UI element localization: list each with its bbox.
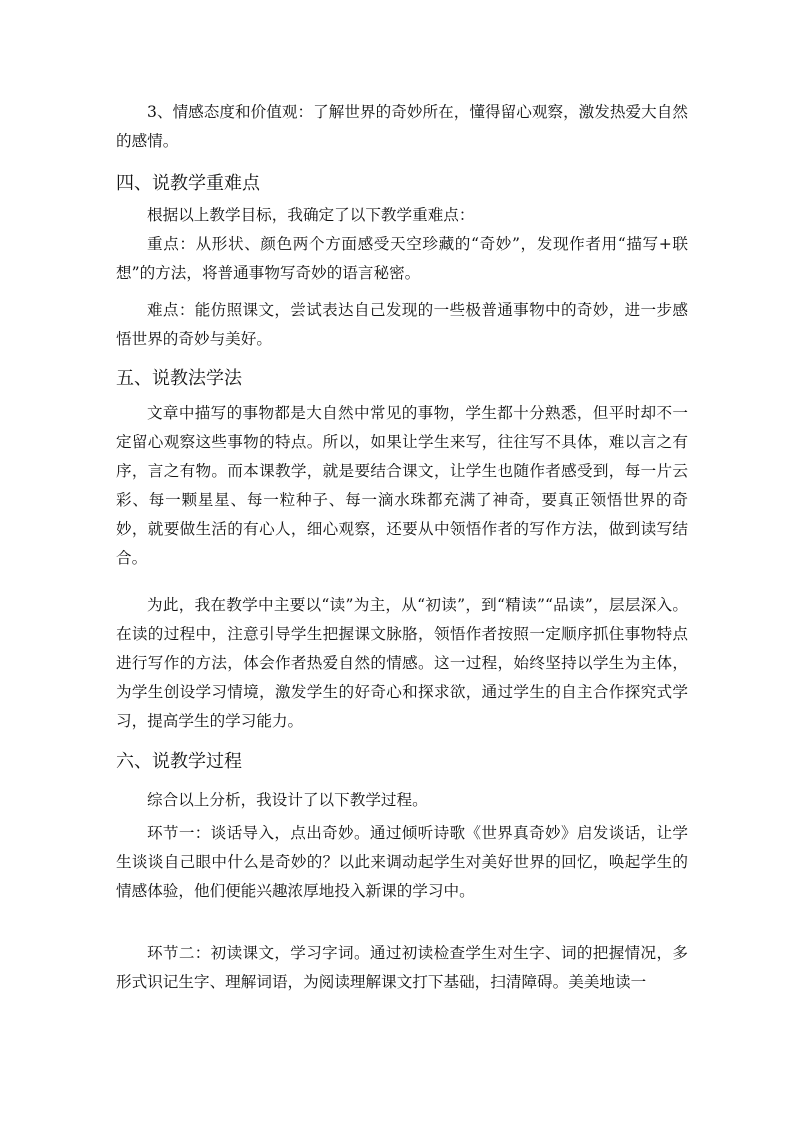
section6-heading: 六、说教学过程 [116,751,242,772]
section6-step-1: 环节一：谈话导入，点出奇妙。通过倾听诗歌《世界真奇妙》启发谈话，让学生谈谈自己眼中什么是奇妙的？以此来调动起学生对美好世界的回忆，唤起学生的情感体验，他们便能兴趣浓厚地投入新课的学习中。 [116,824,688,900]
section5-paragraph-2: 为此，我在教学中主要以“读”为主，从“初读”，到“精读”“品读”，层层深入。在读的过程中，注意引导学生把握课文脉胳，领悟作者按照一定顺序抓住事物特点进行写作的方法，体会作者热爱自然的情感。这一过程，始终坚持以学生为主体，为学生创设学习情境，激发学生的好奇心和探求欲，通过学生的自主合作探究式学习，提高学生的学习能力。 [116,596,688,730]
section4-paragraph-1: 根据以上教学目标，我确定了以下教学重难点： [147,206,475,224]
section4-heading: 四、说教学重难点 [116,173,260,194]
section4-difficulties: 难点：能仿照课文，尝试表达自己发现的一些极普通事物中的奇妙，进一步感悟世界的奇妙与美好。 [116,301,688,348]
section5-paragraph-1: 文章中描写的事物都是大自然中常见的事物，学生都十分熟悉，但平时却不一定留心观察这些事物的特点。所以，如果让学生来写，往往写不具体，难以言之有序，言之有物。而本课教学，就是要结合课文，让学生也随作者感受到，每一片云彩、每一颗星星、每一粒种子、每一滴水珠都充满了神奇，要真正领悟世界的奇妙，就要做生活的有心人，细心观察，还要从中领悟作者的写作方法，做到读写结合。 [116,404,688,567]
intro-paragraph: 3、情感态度和价值观：了解世界的奇妙所在，懂得留心观察，激发热爱大自然的感情。 [116,103,688,150]
section5-heading: 五、说教法学法 [116,368,242,389]
section6-paragraph-1: 综合以上分析，我设计了以下教学过程。 [147,791,428,809]
section6-step-2: 环节二：初读课文，学习字词。通过初读检查学生对生字、词的把握情况，多形式识记生字、理解词语，为阅读理解课文打下基础，扫清障碍。美美地读一 [116,944,688,991]
section4-key-points: 重点：从形状、颜色两个方面感受天空珍藏的“奇妙”，发现作者用“描写+联想”的方法，将普通事物写奇妙的语言秘密。 [116,235,688,282]
